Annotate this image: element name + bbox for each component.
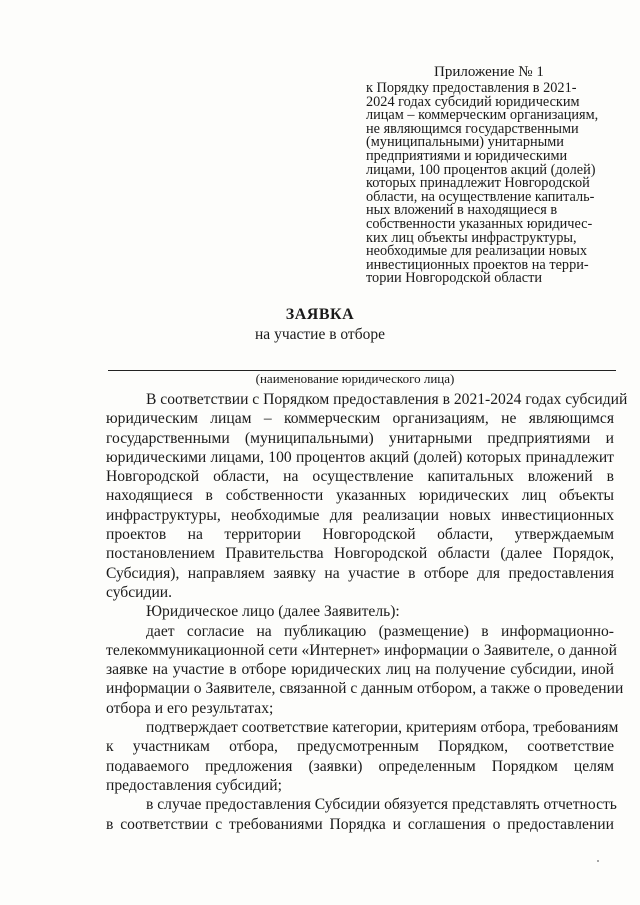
- paragraph-line: дает согласие на публикацию (размещение) в информационно-: [146, 622, 614, 640]
- appendix-line: лицам – коммерческим организациям,: [366, 107, 599, 124]
- paragraph: [106, 602, 614, 621]
- paragraph-line: юридическими лицами, 100 процентов акций (долей) которых принадлежит: [106, 448, 614, 466]
- appendix-line: инвестиционных проектов на терри-: [366, 256, 589, 273]
- paragraph-line: в случае предоставления Субсидии обязуется представлять отчетность: [146, 796, 617, 814]
- paragraph: [106, 390, 628, 602]
- paragraph-line: к участникам отбора, предусмотренным Порядком, соответствие: [106, 738, 614, 756]
- appendix-line: собственности указанных юридичес-: [366, 215, 593, 232]
- paragraph-line: находящиеся в собственности указанных юридических лиц объекты: [106, 487, 614, 505]
- paragraph-line: постановлением Правительства Новгородской области (далее Порядок,: [106, 545, 614, 563]
- paragraph-line: инфраструктуры, необходимые для реализации новых инвестиционных: [106, 506, 614, 524]
- paragraph-line: отбора и его результатах;: [106, 699, 274, 717]
- paragraph: [106, 718, 619, 795]
- paragraph-line: в соответствии с требованиями Порядка и соглашения о предоставлении: [106, 815, 614, 833]
- appendix-line: 2024 годах субсидий юридическим: [366, 93, 580, 110]
- scan-speck: [597, 860, 599, 862]
- paragraph-line: подаваемого предложения (заявки) определенным Порядком целям: [106, 757, 614, 775]
- paragraph-line: проектов на территории Новгородской области, утверждаемым: [106, 526, 614, 544]
- appendix-line: которых принадлежит Новгородской: [366, 175, 590, 192]
- paragraph-line: информации о Заявителе, связанной с данным отбором, а также о проведении: [106, 680, 624, 698]
- paragraph-line: заявке на участие в отборе юридических лиц на получение субсидии, иной: [106, 661, 614, 679]
- paragraph-line: Субсидия), направляем заявку на участие в отборе для предоставления: [106, 564, 614, 582]
- paragraph-line: В соответствии с Порядком предоставления в 2021-2024 годах субсидий: [146, 391, 628, 408]
- appendix-line: (муниципальными) унитарными: [366, 134, 564, 151]
- appendix-line: лицами, 100 процентов акций (долей): [366, 161, 596, 178]
- document-subtitle: на участие в отборе: [255, 326, 385, 343]
- paragraph-line: предоставления субсидий;: [106, 776, 282, 794]
- appendix-line: ных вложений в находящиеся в: [366, 202, 558, 219]
- paragraph-line: юридическим лицам – коммерческим организациям, не являющимся: [106, 410, 614, 428]
- appendix-line: не являющимся государственными: [366, 120, 579, 137]
- paragraph-line: Юридическое лицо (далее Заявитель):: [146, 603, 400, 621]
- paragraph-line: Новгородской области, на осуществление капитальных вложений в: [106, 468, 614, 486]
- paragraph-line: телекоммуникационной сети «Интернет» информации о Заявителе, о данной: [106, 641, 617, 659]
- appendix-title: Приложение № 1: [434, 64, 544, 80]
- appendix-line: области, на осуществление капиталь-: [366, 188, 595, 205]
- appendix-line: необходимые для реализации новых: [366, 243, 588, 260]
- appendix-line: предприятиями и юридическими: [366, 147, 568, 164]
- paragraph: [106, 795, 617, 834]
- legal-entity-name-caption: (наименование юридического лица): [255, 371, 455, 386]
- appendix-text: [366, 82, 616, 286]
- document-title: ЗАЯВКА: [285, 306, 355, 323]
- appendix-line: к Порядку предоставления в 2021-: [366, 80, 577, 96]
- application-body: [106, 390, 628, 834]
- paragraph: [106, 622, 624, 718]
- paragraph-line: субсидии.: [106, 583, 173, 601]
- appendix-line: ких лиц объекты инфраструктуры,: [366, 229, 577, 246]
- paragraph-line: государственными (муниципальными) унитарными предприятиями и: [106, 429, 614, 447]
- paragraph-line: подтверждает соответствие категории, критериям отбора, требованиям: [146, 719, 619, 737]
- appendix-line: тории Новгородской области: [366, 270, 543, 287]
